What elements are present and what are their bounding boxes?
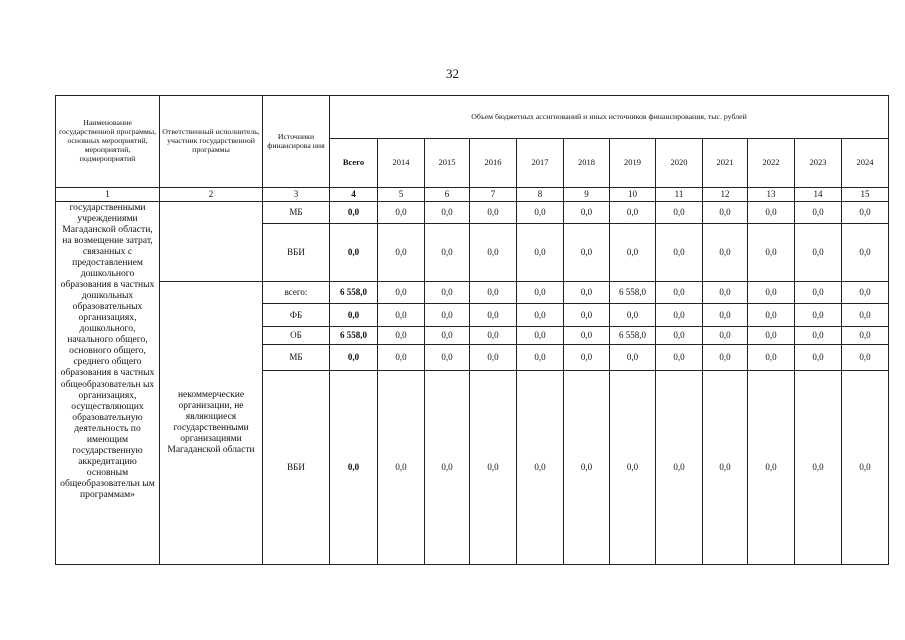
row-value: 0,0 bbox=[425, 202, 470, 224]
row-value: 0,0 bbox=[610, 304, 656, 327]
row-value: 0,0 bbox=[656, 202, 703, 224]
column-number: 1 bbox=[56, 188, 160, 202]
row-value: 0,0 bbox=[378, 224, 425, 282]
row-value: 0,0 bbox=[703, 327, 748, 345]
row-value: 0,0 bbox=[470, 345, 517, 371]
row-value: 0,0 bbox=[378, 282, 425, 304]
row-value: 0,0 bbox=[748, 224, 795, 282]
row-value: 0,0 bbox=[378, 371, 425, 565]
row-value: 0,0 bbox=[425, 371, 470, 565]
source-label: ВБИ bbox=[263, 224, 330, 282]
row-value: 0,0 bbox=[517, 327, 564, 345]
row-value: 0,0 bbox=[517, 224, 564, 282]
row-value: 0,0 bbox=[564, 224, 610, 282]
row-value: 0,0 bbox=[795, 282, 842, 304]
row-value: 0,0 bbox=[517, 304, 564, 327]
column-number: 9 bbox=[564, 188, 610, 202]
row-value: 0,0 bbox=[378, 327, 425, 345]
column-number: 12 bbox=[703, 188, 748, 202]
header-year: 2024 bbox=[842, 139, 889, 188]
page-number: 32 bbox=[446, 66, 459, 81]
row-value: 0,0 bbox=[425, 304, 470, 327]
column-number: 15 bbox=[842, 188, 889, 202]
source-label: ОБ bbox=[263, 327, 330, 345]
header-sources: Источники финансирова ния bbox=[263, 96, 330, 188]
row-value: 0,0 bbox=[842, 202, 889, 224]
row-value: 6 558,0 bbox=[610, 282, 656, 304]
row-value: 0,0 bbox=[610, 345, 656, 371]
header-year: 2017 bbox=[517, 139, 564, 188]
row-value: 0,0 bbox=[470, 304, 517, 327]
row-value: 0,0 bbox=[564, 282, 610, 304]
header-year: 2014 bbox=[378, 139, 425, 188]
header-responsible: Ответственный исполнитель, участник государственной программы bbox=[160, 96, 263, 188]
row-total: 6 558,0 bbox=[330, 282, 378, 304]
row-value: 0,0 bbox=[703, 371, 748, 565]
row-value: 0,0 bbox=[748, 304, 795, 327]
row-value: 0,0 bbox=[703, 345, 748, 371]
row-total: 6 558,0 bbox=[330, 327, 378, 345]
row-value: 0,0 bbox=[842, 304, 889, 327]
source-label: ФБ bbox=[263, 304, 330, 327]
row-value: 0,0 bbox=[748, 345, 795, 371]
row-value: 0,0 bbox=[378, 304, 425, 327]
row-value: 0,0 bbox=[470, 224, 517, 282]
row-total: 0,0 bbox=[330, 304, 378, 327]
column-number: 8 bbox=[517, 188, 564, 202]
measure-name: государственными учреждениями Магаданской области, на возмещение затрат, связанных с предоставлением дошкольного образования в частных дошкольных образовательных организациях, дошкольного, начального общего, основного общего, среднего общего образования в частных общеобразовательн ых организациях, осуществляющих образовательную деятельность по имеющим государственную аккредитацию основным общеобразовательн ым программам» bbox=[56, 202, 160, 565]
column-number: 4 bbox=[330, 188, 378, 202]
row-value: 0,0 bbox=[656, 304, 703, 327]
row-value: 0,0 bbox=[610, 224, 656, 282]
row-value: 0,0 bbox=[656, 224, 703, 282]
row-value: 0,0 bbox=[795, 202, 842, 224]
row-total: 0,0 bbox=[330, 371, 378, 565]
row-value: 0,0 bbox=[610, 202, 656, 224]
row-value: 0,0 bbox=[470, 202, 517, 224]
row-value: 0,0 bbox=[564, 345, 610, 371]
column-number: 7 bbox=[470, 188, 517, 202]
row-value: 0,0 bbox=[795, 371, 842, 565]
row-value: 0,0 bbox=[378, 345, 425, 371]
row-value: 0,0 bbox=[842, 282, 889, 304]
row-value: 0,0 bbox=[748, 371, 795, 565]
column-number: 11 bbox=[656, 188, 703, 202]
source-label: всего: bbox=[263, 282, 330, 304]
row-value: 0,0 bbox=[610, 371, 656, 565]
header-year: 2019 bbox=[610, 139, 656, 188]
column-number: 5 bbox=[378, 188, 425, 202]
row-value: 0,0 bbox=[425, 224, 470, 282]
header-year: 2020 bbox=[656, 139, 703, 188]
source-label: ВБИ bbox=[263, 371, 330, 565]
row-value: 0,0 bbox=[842, 327, 889, 345]
row-value: 6 558,0 bbox=[610, 327, 656, 345]
row-value: 0,0 bbox=[795, 345, 842, 371]
row-value: 0,0 bbox=[517, 371, 564, 565]
row-value: 0,0 bbox=[517, 202, 564, 224]
row-value: 0,0 bbox=[748, 282, 795, 304]
row-value: 0,0 bbox=[748, 327, 795, 345]
row-value: 0,0 bbox=[748, 202, 795, 224]
header-year: 2021 bbox=[703, 139, 748, 188]
row-value: 0,0 bbox=[517, 345, 564, 371]
row-value: 0,0 bbox=[425, 282, 470, 304]
row-value: 0,0 bbox=[795, 327, 842, 345]
column-number: 3 bbox=[263, 188, 330, 202]
row-value: 0,0 bbox=[470, 371, 517, 565]
row-value: 0,0 bbox=[795, 304, 842, 327]
header-year: 2022 bbox=[748, 139, 795, 188]
row-value: 0,0 bbox=[564, 327, 610, 345]
header-year: 2023 bbox=[795, 139, 842, 188]
source-label: МБ bbox=[263, 202, 330, 224]
row-value: 0,0 bbox=[842, 224, 889, 282]
participant-name: некоммерческие организации, не являющиеся государственными организациями Магаданской области bbox=[160, 282, 263, 565]
header-volume: Объем бюджетных ассигнований и иных источников финансирования, тыс. рублей bbox=[330, 96, 889, 139]
row-value: 0,0 bbox=[703, 304, 748, 327]
column-number: 13 bbox=[748, 188, 795, 202]
row-value: 0,0 bbox=[470, 327, 517, 345]
row-value: 0,0 bbox=[842, 345, 889, 371]
row-value: 0,0 bbox=[564, 371, 610, 565]
row-value: 0,0 bbox=[703, 202, 748, 224]
row-value: 0,0 bbox=[842, 371, 889, 565]
row-total: 0,0 bbox=[330, 224, 378, 282]
row-value: 0,0 bbox=[656, 345, 703, 371]
row-value: 0,0 bbox=[795, 224, 842, 282]
row-value: 0,0 bbox=[564, 202, 610, 224]
row-total: 0,0 bbox=[330, 345, 378, 371]
participant-cell-empty bbox=[160, 202, 263, 282]
header-year: 2015 bbox=[425, 139, 470, 188]
column-number: 14 bbox=[795, 188, 842, 202]
column-number: 6 bbox=[425, 188, 470, 202]
header-year: 2018 bbox=[564, 139, 610, 188]
header-name: Наименование государственной программы, основных мероприятий, мероприятий, подмероприятий bbox=[56, 96, 160, 188]
row-value: 0,0 bbox=[703, 224, 748, 282]
budget-table bbox=[55, 95, 889, 565]
column-number: 10 bbox=[610, 188, 656, 202]
row-value: 0,0 bbox=[425, 327, 470, 345]
row-value: 0,0 bbox=[656, 282, 703, 304]
row-value: 0,0 bbox=[656, 371, 703, 565]
header-total: Всего bbox=[330, 139, 378, 188]
table-row bbox=[56, 202, 889, 224]
row-total: 0,0 bbox=[330, 202, 378, 224]
row-value: 0,0 bbox=[517, 282, 564, 304]
table-row bbox=[56, 282, 889, 304]
row-value: 0,0 bbox=[425, 345, 470, 371]
column-number: 2 bbox=[160, 188, 263, 202]
row-value: 0,0 bbox=[378, 202, 425, 224]
row-value: 0,0 bbox=[564, 304, 610, 327]
source-label: МБ bbox=[263, 345, 330, 371]
row-value: 0,0 bbox=[470, 282, 517, 304]
row-value: 0,0 bbox=[703, 282, 748, 304]
header-year: 2016 bbox=[470, 139, 517, 188]
row-value: 0,0 bbox=[656, 327, 703, 345]
